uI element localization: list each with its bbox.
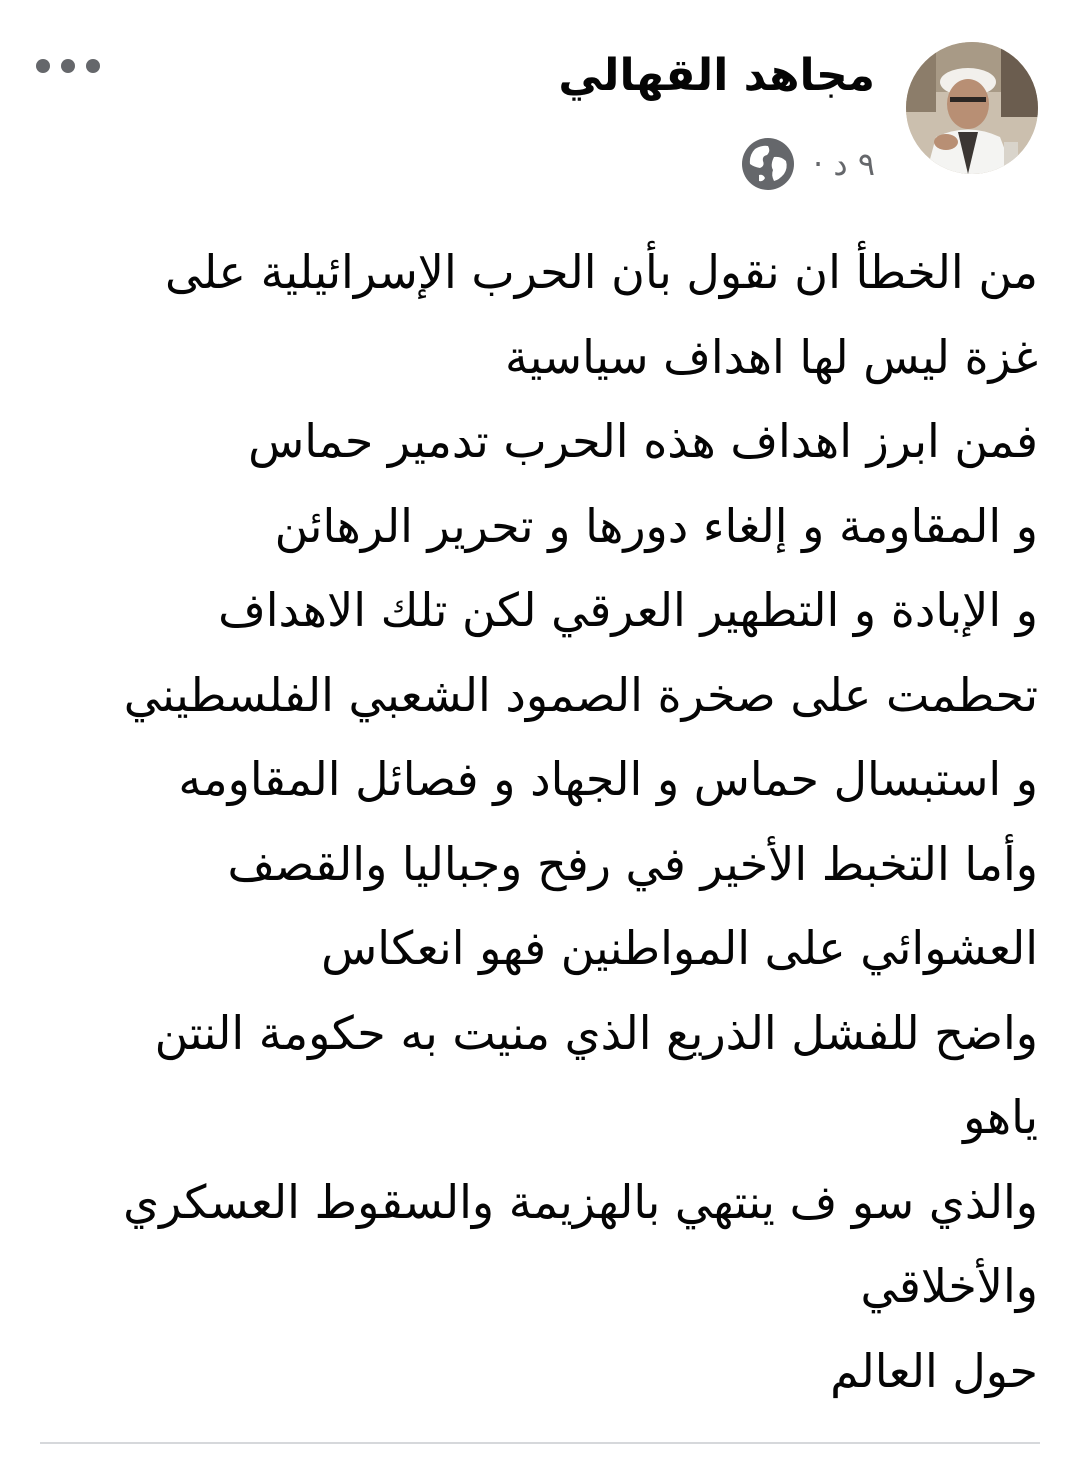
post-text-line: والذي سو ف ينتهي بالهزيمة والسقوط العسكري bbox=[123, 1174, 1038, 1229]
post-text-line: و المقاومة و إلغاء دورها و تحرير الرهائن bbox=[274, 498, 1038, 553]
post-text-line: غزة ليس لها اهداف سياسية bbox=[505, 329, 1038, 384]
post-text-line: و الإبادة و التطهير العرقي لكن تلك الاهداف bbox=[218, 583, 1038, 637]
post-text-line: العشوائي على المواطنين فهو انعكاس bbox=[321, 921, 1038, 975]
post-text-line: والأخلاقي bbox=[860, 1259, 1038, 1313]
post-text-line: حول العالم bbox=[830, 1343, 1038, 1398]
post-text-line: فمن ابرز اهداف هذه الحرب تدمير حماس bbox=[248, 414, 1038, 468]
author-name[interactable]: مجاهد القهالي bbox=[558, 50, 875, 101]
more-horizontal-icon bbox=[36, 59, 50, 73]
post-text-line: وأما التخبط الأخير في رفح وجباليا والقصف bbox=[227, 836, 1038, 891]
more-options-button[interactable] bbox=[36, 52, 100, 80]
globe-icon bbox=[741, 137, 795, 191]
more-dot bbox=[61, 59, 75, 73]
avatar[interactable] bbox=[906, 42, 1038, 174]
profile-photo-icon bbox=[906, 42, 1038, 174]
post-text-line: واضح للفشل الذريع الذي منيت به حكومة النتن bbox=[154, 1005, 1038, 1060]
post-text-line: ياهو bbox=[963, 1090, 1038, 1144]
post-meta bbox=[741, 134, 875, 194]
post-timestamp[interactable]: ٩ د · bbox=[813, 145, 875, 183]
post-text-line: من الخطأ ان نقول بأن الحرب الإسرائيلية على bbox=[164, 245, 1038, 299]
divider bbox=[40, 1442, 1040, 1444]
post-text-line: تحطمت على صخرة الصمود الشعبي الفلسطيني bbox=[123, 667, 1038, 722]
post-text bbox=[38, 230, 1038, 1413]
more-dot bbox=[86, 59, 100, 73]
post-text-line: و استبسال حماس و الجهاد و فصائل المقاومه bbox=[178, 752, 1038, 806]
